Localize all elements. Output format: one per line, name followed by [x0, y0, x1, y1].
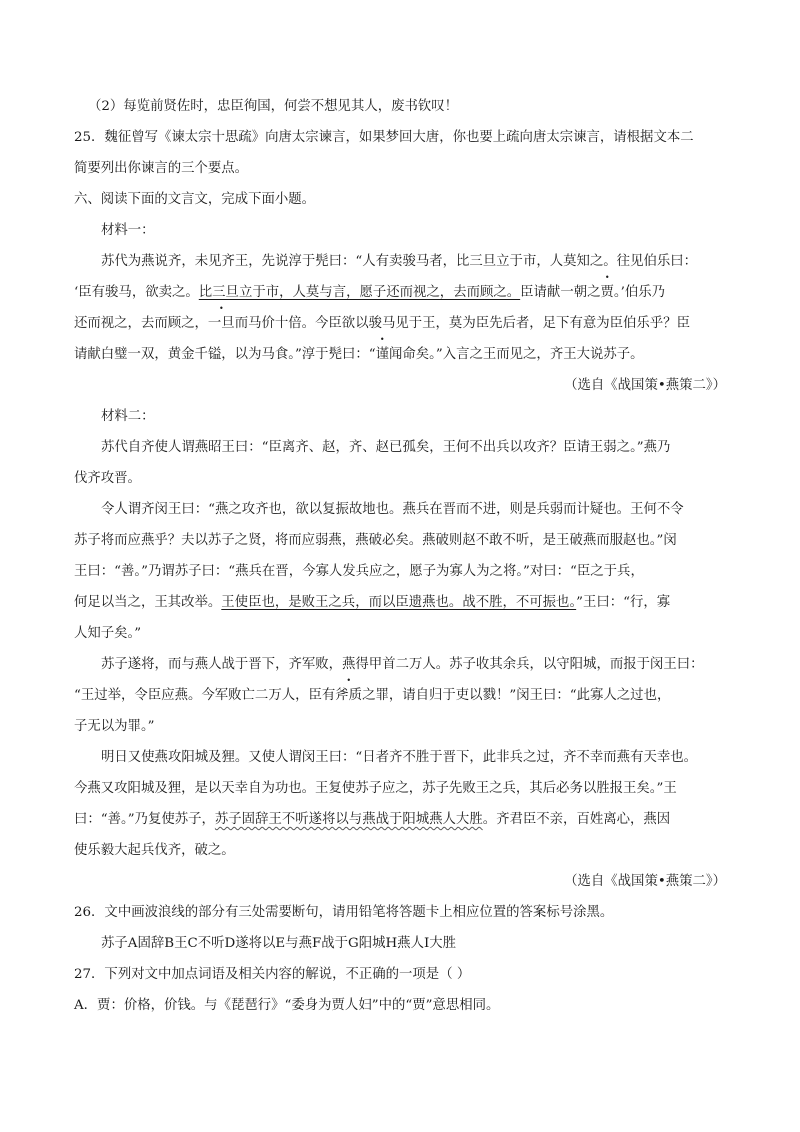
passage-one-line: 还而视之，去而顾之，一旦而马价十倍。今臣欲以骏马见于王，莫为臣先后者，足下有意为臣伯乐乎？臣	[74, 316, 690, 331]
passage-two-line: 苏子将而应燕乎？夫以苏子之贤，将而应弱燕，燕破必矣。燕破则赵不敢不听，是王破燕而服赵也。”闵	[74, 533, 677, 548]
answer-line-2: （2）每览前贤佐时，忠臣徇国，何尝不想见其人，废书钦叹！	[88, 99, 459, 114]
question-27-option-a: A．贾：价格，价钱。与《琵琶行》“委身为贾人妇”中的“贾”意思相同。	[74, 998, 500, 1013]
underlined-sentence: 比三旦立于市，人莫与言，愿子还而视之，去而顾之。	[198, 285, 521, 300]
question-26: 26．文中画波浪线的部分有三处需要断句，请用铅笔将答题卡上相应位置的答案标号涂黑。	[74, 905, 614, 920]
dotted-word-jia: 贾	[600, 285, 614, 300]
passage-two-line: 伐齐攻晋。	[74, 471, 141, 486]
passage-two-line: “王过举，令臣应燕。今军败亡二万人，臣有斧质之罪，请自归于吏以戮！”闵王曰：“此寡人之过也，	[74, 688, 671, 703]
wavy-underlined-sentence: 苏子固辞王不听遂将以与燕战于阳城燕人大胜	[214, 812, 483, 827]
passage-two-line: 何足以当之，王其改举。王使臣也，是败王之兵，而以臣遗燕也。战不胜，不可振也。”王曰：“行，寡	[74, 595, 671, 610]
passage-one-line: 请献白璧一双，黄金千镒，以为马食。”淳于髡曰：“谨闻命矣。”入言之王而见之，齐王大说苏子。	[74, 347, 644, 362]
passage-two-line: 人知子矣。”	[74, 626, 142, 641]
passage-two-line: 王曰：“善。”乃谓苏子曰：“燕兵在晋，今寡人发兵应之，愿子为寡人为之将。”对曰：“臣之于兵，	[74, 564, 644, 579]
dotted-word-fuzhi: 斧质	[335, 688, 363, 703]
dotted-word-jin: 谨	[375, 347, 389, 362]
dotted-word-yidan: 一旦	[207, 316, 235, 331]
passage-one-line: ‘臣有骏马，欲卖之。比三旦立于市，人莫与言，愿子还而视之，去而顾之。臣请献一朝之贾。’伯乐乃	[74, 285, 666, 300]
section-six-heading: 六、阅读下面的文言文，完成下面小题。	[74, 192, 316, 207]
source-citation-two: （选自《战国策•燕策二》）	[564, 874, 726, 889]
passage-two-line: 曰：“善。”乃复使苏子，苏子固辞王不听遂将以与燕战于阳城燕人大胜。齐君臣不亲，百姓离心，燕因	[74, 812, 671, 827]
passage-one-line: 苏代为燕说齐，未见齐王，先说淳于髡曰：“人有卖骏马者，比三旦立于市，人莫知之。往见伯乐曰：	[101, 254, 698, 269]
passage-two-line: 苏子遂将，而与燕人战于晋下，齐军败，燕得甲首二万人。苏子收其余兵，以守阳城，而报于闵王曰：	[101, 657, 704, 672]
passage-two-line: 明日又使燕攻阳城及狸。又使人谓闵王曰：“日者齐不胜于晋下，此非兵之过，齐不幸而燕有天幸也。	[101, 750, 698, 765]
underlined-sentence: 王使臣也，是败王之兵，而以臣遗燕也。战不胜，不可振也。	[221, 595, 577, 610]
question-25-cont: 简要列出你谏言的三个要点。	[74, 161, 249, 176]
passage-two-line: 令人谓齐闵王曰：“燕之攻齐也，欲以复振故地也。燕兵在晋而不进，则是兵弱而计疑也。王何不令	[101, 502, 684, 517]
source-citation-one: （选自《战国策•燕策二》）	[564, 378, 726, 393]
material-two-label: 材料二：	[101, 409, 155, 424]
question-25: 25．魏征曾写《谏太宗十思疏》向唐太宗谏言，如果梦回大唐，你也要上疏向唐太宗谏言，请根据文本二	[74, 130, 694, 145]
passage-two-line: 今燕又攻阳城及狸，是以天幸自为功也。王复使苏子应之，苏子先败王之兵，其后必务以胜报王矣。”王	[74, 781, 677, 796]
passage-two-line: 苏代自齐使人谓燕昭王曰：“臣离齐、赵，齐、赵已孤矣，王何不出兵以攻齐？臣请王弱之。”燕乃	[101, 440, 671, 455]
passage-two-line: 子无以为罪。”	[74, 719, 155, 734]
question-26-options: 苏子A固辞B王C不听D遂将以E与燕F战于G阳城H燕人I大胜	[101, 936, 457, 951]
material-one-label: 材料一：	[101, 223, 155, 238]
question-27: 27．下列对文中加点词语及相关内容的解说，不正确的一项是（ ）	[74, 967, 471, 982]
passage-two-line: 使乐毅大起兵伐齐，破之。	[74, 843, 235, 858]
